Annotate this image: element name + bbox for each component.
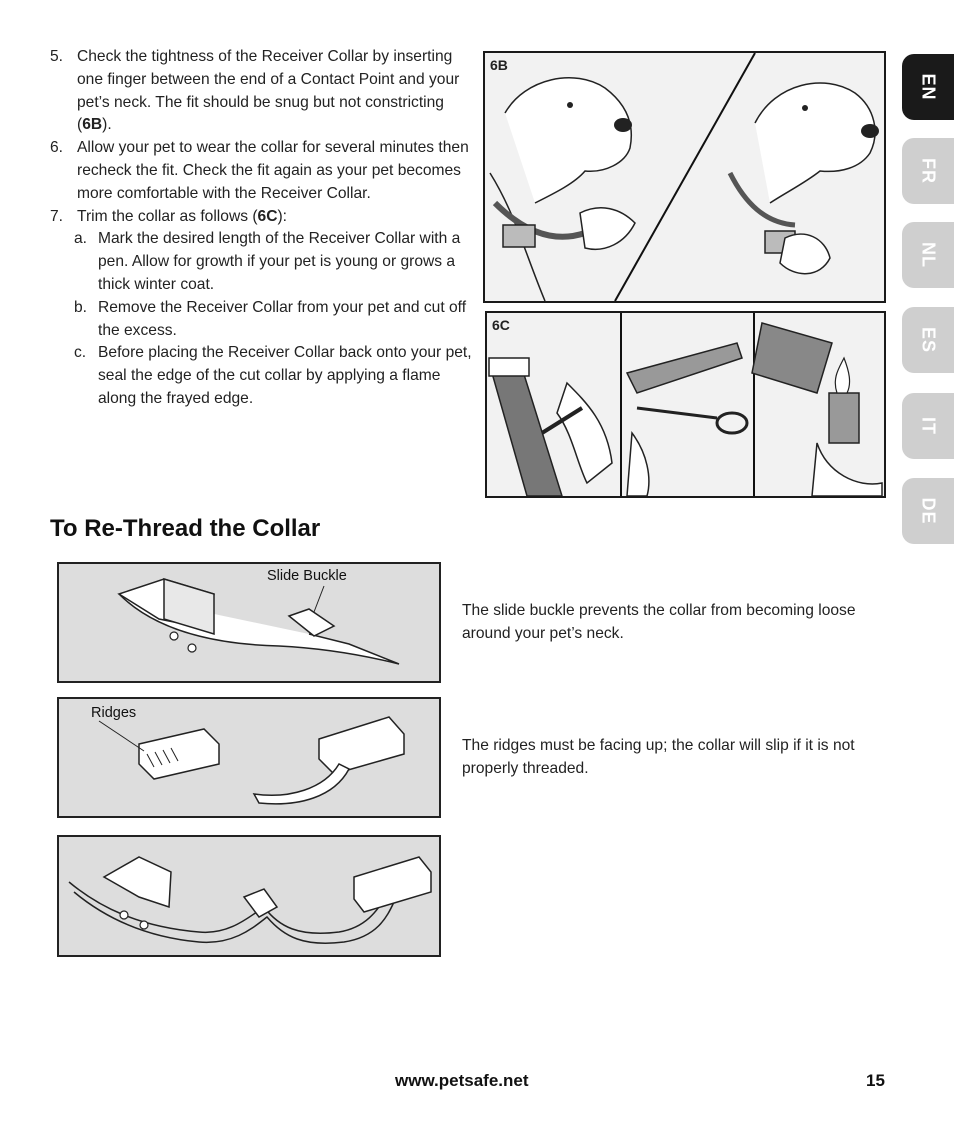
assembled-collar-diagram (57, 835, 441, 957)
step-7-ref: 6C (257, 207, 278, 225)
tab-en[interactable]: EN (902, 54, 954, 120)
substep-b: b. Remove the Receiver Collar from your pet and cut off the excess. (74, 298, 467, 339)
ridges-description: The ridges must be facing up; the collar will slip if it is not properly threaded. (462, 737, 855, 777)
slide-buckle-callout: Slide Buckle (267, 568, 347, 584)
figure-6b-label: 6B (490, 57, 508, 73)
tab-de[interactable]: DE (902, 478, 954, 544)
tab-nl[interactable]: NL (902, 222, 954, 288)
tab-fr[interactable]: FR (902, 138, 954, 204)
substep-a: a. Mark the desired length of the Receiver Collar with a pen. Allow for growth if your pet is young or grows a thick winter coat. (74, 230, 461, 293)
substep-c: c. Before placing the Receiver Collar back onto your pet, seal the edge of the cut collar by applying a flame along the frayed edge. (74, 344, 472, 407)
slide-buckle-diagram (57, 562, 441, 683)
section-title: To Re-Thread the Collar (50, 515, 321, 542)
ridges-callout: Ridges (91, 705, 137, 721)
tab-es[interactable]: ES (902, 307, 954, 373)
slide-buckle-description: The slide buckle prevents the collar from becoming loose around your pet’s neck. (462, 602, 856, 642)
step-6: 6. Allow your pet to wear the collar for several minutes then recheck the fit. Check the fit again as your pet becomes more comfortable with the Receiver Collar. (50, 139, 469, 202)
footer-website[interactable]: www.petsafe.net (395, 1071, 529, 1090)
trim-collar-illustration (487, 313, 884, 496)
dog-collar-illustration (485, 53, 884, 301)
instruction-list (50, 46, 472, 411)
ridges-diagram (57, 697, 441, 818)
figure-6c-label: 6C (492, 317, 510, 333)
figure-6b (483, 51, 886, 303)
step-5: 5. Check the tightness of the Receiver Collar by inserting one finger between the end of a Contact Point and your pet’s neck. The fit should be snug but not constricting (6B). (50, 48, 460, 134)
tab-it[interactable]: IT (902, 393, 954, 459)
slide-buckle-illustration (59, 564, 439, 681)
step-7: 7. Trim the collar as follows (6C): (50, 207, 287, 225)
step-5-ref: 6B (82, 116, 103, 134)
step-6-text: Allow your pet to wear the collar for several minutes then recheck the fit. Check the fit again as your pet becomes more comfortable with the Receiver Collar. (77, 139, 469, 202)
page-number: 15 (866, 1071, 885, 1090)
step-7-text: Trim the collar as follows ( (77, 207, 258, 225)
step-5-text: Check the tightness of the Receiver Collar by inserting one finger between the end of a Contact Point and your pet’s neck. The fit should be snug but not constricting ( (77, 48, 460, 134)
assembled-collar-illustration (59, 837, 439, 955)
figure-6c (485, 311, 886, 498)
